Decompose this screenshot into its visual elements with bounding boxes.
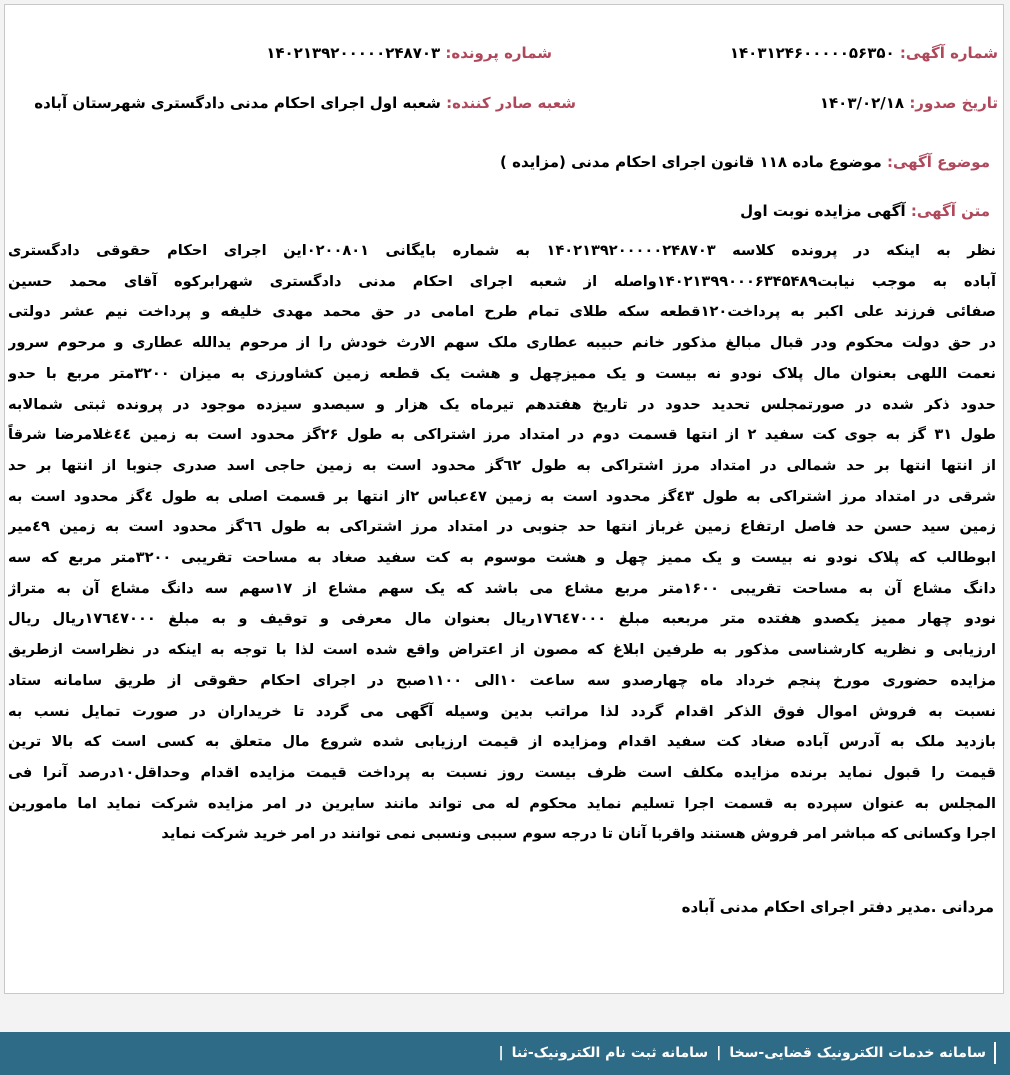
body-line: نعمت اللهی بعنوان مال پلاک نودو نه بیست و یک ممیزچهل و هشت یک قطعه زمین کشاورزی به میزان ۳۲۰۰متر مربع با حدو [8,364,996,382]
body-line: ارزیابی و نظریه کارشناسی مذکور به طرفین ابلاغ که مصون از اعتراض واقع شده است لذا با توجه به اینکه در نظراست ازطریق [8,641,996,659]
body-line: مزایده حضوری مورخ پنجم خرداد ماه چهارصدو سه ساعت ۱۰الی ۱۱۰۰صبح در اجرای احکام حقوقی از طریق سامانه ستاد [8,671,996,689]
issue-date-value: ۱۴۰۳/۰۲/۱۸ [819,94,905,112]
body-line: شرقی در امتداد مرز اشتراکی به طول ٤۳گز محدود است به زمین ٤۷عباس ۲از انتها بر قسمت اصلی به طول ٤گز محدود است به [8,487,996,505]
footer-links [491,1040,997,1066]
footer-separator: | [716,1045,722,1061]
notice-text-header [740,202,990,220]
body-line: المجلس به عنوان سپرده به قسمت اجرا تسلیم نماید محکوم له می تواند مانند سایرین در امر مزایده شرکت نماید اما مامورین [8,794,996,812]
case-number [266,44,552,62]
footer-separator: | [498,1045,504,1061]
notice-text-title: آگهی مزایده نوبت اول [740,202,906,220]
ad-number-value: ۱۴۰۳۱۲۴۶۰۰۰۰۰۵۶۳۵۰ [729,44,895,62]
body-line: طول ۳۱ گز به جوی کت سفید ۲ از انتها قسمت دوم در امتداد مرز اشتراکی به طول ۲۶گز محدود است به زمین ٤٤غلامرضا شرقاً [8,426,996,444]
notice-body [8,236,996,850]
body-line: بازدید ملک به آدرس آباده صغاد کت سفید اقدام ومزایده از قیمت ارزیابی شده شروع مال متعلق به کسی است که بالا ترین [8,733,996,751]
body-line: نظر به اینکه در پرونده کلاسه ۱۴۰۲۱۳۹۲۰۰۰۰۰۲۴۸۷۰۳ به شماره بایگانی ۰۲۰۰۸۰۱این اجرای احکام حقوقی دادگستری [8,242,996,259]
ad-number [730,44,998,62]
signer: مردانی .مدیر دفتر اجرای احکام مدنی آباده [681,898,994,916]
ad-number-label: شماره آگهی: [899,44,998,62]
issue-date [820,94,998,112]
issue-date-label: تاریخ صدور: [909,94,998,112]
body-line: قیمت را قبول نماید برنده مزایده مکلف است ظرف بیست روز نسبت به پرداخت قیمت مزایده اقدام وحداقل۱۰درصد آنرا فی [8,763,996,781]
subject-value: موضوع ماده ۱۱۸ قانون اجرای احکام مدنی (مزایده ) [500,153,882,171]
subject [500,153,990,171]
footer-bar-marker [994,1042,996,1064]
notice-text-label: متن آگهی: [910,202,990,220]
subject-label: موضوع آگهی: [886,153,990,171]
body-line: اجرا وکسانی که مباشر امر فروش هستند واقربا آنان تا درجه سوم سببی ونسبی نمی توانند در امر خرید شرکت نماید [161,825,996,843]
body-line: زمین سید حسن حد فاصل ارتفاع زمین غرباز انتها حد جنوبی در امتداد مرز اشتراکی به طول ٦٦گز محدود است به زمین ٤۹میر [8,518,996,536]
body-line: نودو چهار ممیز یکصدو هفتده متر مربعبه مبلغ ۱۷٦٤۷۰۰۰ریال بعنوان مال معرفی و توقیف و به مبلغ ۱۷٦٤۷۰۰۰ریال ریال [8,610,996,628]
body-line: ابوطالب که پلاک نودو نه بیست و یک ممیز چهل و هشت موسوم به کت سفید صغاد به مساحت تقریبی ۳۲۰۰متر مربع که سه [8,549,996,567]
footer-bar [0,1032,1010,1075]
body-line: دانگ مشاع آن به مساحت تقریبی ۱۶۰۰متر مربع مشاع می باشد که یک سهم مشاع از ۱۷سهم سه دانگ مشاع آن به متراژ [8,579,996,597]
body-line: آباده به موجب نیابت۱۴۰۲۱۳۹۹۰۰۰۶۳۴۵۴۸۹واصله از شعبه اجرای احکام مدنی دادگستری شهرابرکوه آقای محمد حسین [8,272,996,290]
issuing-branch-label: شعبه صادر کننده: [446,94,576,112]
body-line: از انتها انتها بر حد شمالی در امتداد مرز اشتراکی به طول ٦۲گز محدود است به زمین حاجی اسد صدری جنوبا از انتها بر حد [8,456,996,474]
body-line: صفائی فرزند علی اکبر به پرداخت۱۲۰قطعه سکه طلای تمام طرح امامی در حق محمد مهدی خلیفه و پرداخت نیم عشر دولتی [8,303,996,321]
link-sakha[interactable]: سامانه خدمات الکترونیک قضایی-سخا [729,1045,986,1061]
case-number-value: ۱۴۰۲۱۳۹۲۰۰۰۰۰۲۴۸۷۰۳ [266,44,441,62]
body-line: در حق دولت محکوم ودر قبال مبالغ مذکور خانم حبیبه عطاری ملک سهم الارث خودش را از مرحوم یدالله عطاری و مرحوم سرور [8,334,996,352]
case-number-label: شماره پرونده: [445,44,552,62]
body-line: نسبت به فروش اموال فوق الذکر اقدام گردد لذا مراتب بدین وسیله آگهی می گردد تا خریداران در صورت تمایل نسب به [8,702,996,720]
link-sana[interactable]: سامانه ثبت نام الکترونیک-ثنا [511,1045,709,1061]
issuing-branch-value: شعبه اول اجرای احکام مدنی دادگستری شهرستان آباده [34,94,441,112]
issuing-branch [34,94,576,112]
body-line: حدود ذکر شده در صورتمجلس تحدید حدود در تاریخ هفتدهم تیرماه یک هزار و سیصدو سیزده موجود در پرونده ثبتی شمالابه [8,395,996,413]
